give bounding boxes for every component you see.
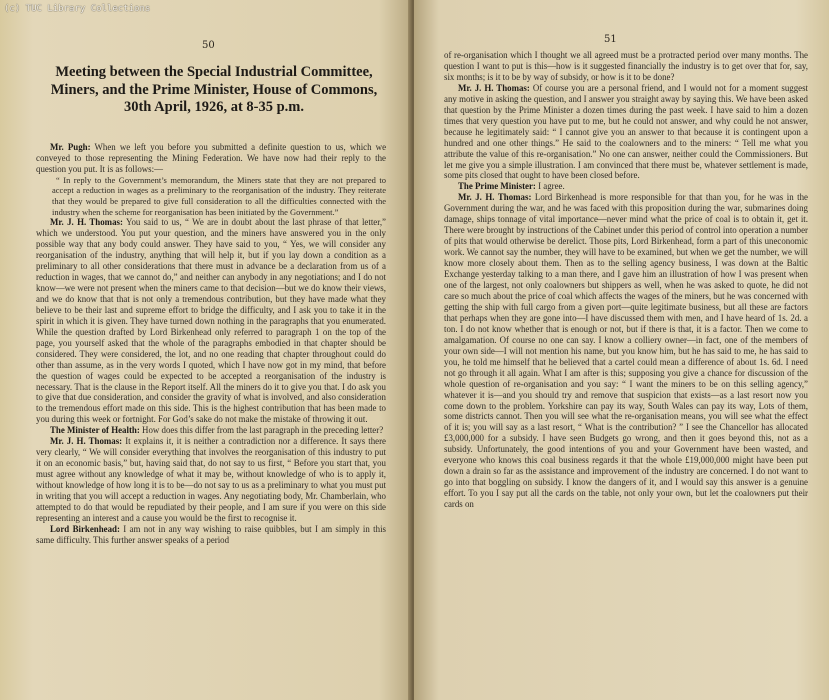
paragraph [36, 217, 386, 425]
speaker: Mr. J. H. Thomas: [458, 192, 532, 203]
speaker: The Minister of Health: [50, 425, 140, 436]
left-text-column [36, 142, 386, 546]
speech: You said to us, “ We are in doubt about the last phrase of that letter,” which we understood. You put your question, and the miners have answered you in the only possible way that any body could answer. They have said to you, “ Yes, we will consider any reorganisation of the industry, anything that will help it, but if you lay down a condition as a preliminary to all other considerations that there must in advance be a declaration from us of a reduction in wages, that we cannot do,” and neither can anybody in any negotiations; and I do not know—we were not present when the miners came to that decision—but we do know their views, and we do know that that is not only a tremendous contribution, but they have made what they believe to be their last and supreme effort to bridge the difficulty, and I ask you to take it in the spirit in which it is given. They have turned down nothing in the paragraphs that you enumerated. While the question drafted by Lord Birkenhead only referred to paragraph 1 on the top of the page, you yourself asked that the whole of the paragraphs embodied in that chapter should be considered. They were considered, the lot, and no one reading that chapter throughout could do other than assume, as in the very words I quoted, which I have now got in my mind, that before the question of wages could be expected to be accepted a reorganisation of the industry is necessary. That is the clause in the Report itself. All the miners do it to give you that. I do ask you to give that due consideration, and consider the gravity of what is involved, and also consideration to the tremendous effort made on this side. This is the highest contribution that has been made to you during this week or fortnight. For God’s sake do not make the mistake of throwing it out. [36, 217, 386, 425]
paragraph [36, 436, 386, 524]
paragraph [444, 83, 808, 182]
speaker: Mr. Pugh: [50, 142, 91, 152]
speech: of re-organisation which I thought we all agreed must be a protracted period over many months. The question I want to put is this—how is it suggested financially the industry is to get over that for, say, six months; is it to be by way of subsidy, or how is it to be done? [444, 50, 808, 82]
left-page [0, 0, 412, 700]
speech: How does this differ from the last paragraph in the preceding letter? [139, 425, 384, 436]
speech: “ In reply to the Government’s memorandum, the Miners state that they are not prepared to accept a reduction in wages as a preliminary to the reorganisation of the industry. They reiterate that they would be prepared to give full consideration to all the difficulties connected with the industry when the scheme for reorganisation has been initiated by the Government.” [52, 174, 386, 217]
quoted-reply [36, 175, 386, 217]
page-number: 51 [604, 34, 617, 45]
paragraph [36, 142, 386, 175]
document-title: Meeting between the Special Industrial Committee, Miners, and the Prime Minister, House of Commons, 30th April, 1926, at 8-35 p.m. [50, 64, 378, 115]
speaker: Mr. J. H. Thomas: [50, 436, 123, 447]
speech: I agree. [535, 181, 565, 192]
right-text-column [444, 50, 808, 510]
paragraph [444, 50, 808, 83]
speaker: Lord Birkenhead: [50, 523, 120, 534]
copyright-watermark: (c) TUC Library Collections [4, 4, 151, 14]
right-page [414, 0, 829, 700]
page-number: 50 [202, 40, 215, 51]
speaker: Mr. J. H. Thomas: [458, 82, 530, 93]
paragraph [36, 524, 386, 546]
speaker: Mr. J. H. Thomas: [50, 217, 123, 228]
paragraph [444, 192, 808, 510]
speech: Of course you are a personal friend, and I would not for a moment suggest any motive in asking the question, and I answer you straight away by saying this. We have been asked that question by the Prime Minister a dozen times during the past week. I have said to him a dozen times that very question you have put to me, but he could not answer, and why could he not answer, because he legitimately said: “ I cannot give you an answer to that because it is contingent upon a hundred and one other things.” He said to the coalowners and to the miners: “ Tell me what you attribute the value of this re-organisation.” No one can answer, neither could the Commissioners. But let me give you a simple illustration. I am convinced that there must be, whatever settlement is made, some pits closed that ought to have been closed before. [444, 82, 808, 181]
speaker: The Prime Minister: [458, 181, 536, 192]
speech: It explains it, it is neither a contradiction nor a difference. It says there very clearly, “ We will consider everything that involves the reorganisation of this industry to put it on an economic basis,” but, having said that, do not say to us first, “ Before you start that, you must agree without any knowledge of what it may be, without knowledge of who is to apply it, without knowledge of how long it is to be—do not say to us as a preliminary to what you must put in writing that you will accept a reduction in wages. Any negotiating body, Mr. Chamberlain, who attempted to do that would be repudiated by their people, and I am sure if you were on this side representing an interest and a cause you would be the first to recognise it. [36, 436, 386, 523]
speech: I am not in any way wishing to raise quibbles, but I am simply in this same difficulty. This further answer speaks of a period [36, 523, 386, 545]
speech: When we left you before you submitted a definite question to us, which we conveyed to those representing the Mining Federation. We have now had their reply to the question you put. It is as follows:— [36, 142, 387, 174]
paragraph [444, 181, 808, 192]
speech: Lord Birkenhead is more responsible for that than you, for he was in the Government during the war, and he was faced with this proposition during the war, submarines doing damage, ships tonnage of vital importance—never mind what the price of coal is to obtain it, get it. There were brought by instructions of the Cabinet under this period of control into operation a number of pits that would otherwise be derelict. Those pits, Lord Birkenhead, form a part of this uneconomic work. We cannot say the number, they will have to be examined, but when we get the number, we will know more closely about them. Then as to the selling agency business, I was down at the Baltic Exchange yesterday talking to a man there, and I gave him an illustration of how I was present when one of the largest, not only coalowners but shippers as well, when he was asked to quote, he did not care so much about the price of coal which affects the wages of the miners, but he was concerned with getting the ship with full cargo from a given port—quite legitimate business, but all these are factors that perhaps when they are gone into—I have discussed them with men, and I have heard of 1s. 2d. a ton. I do not know whether that is enough or not, but if there is that, it is a factor. Then we come to amalgamation. Of course no one can say. I know a colliery owner—in fact, one of the members of your own side—I will not mention his name, but you know him, but he has said to me, he has said to you, he told me himself that he believed that a cartel could mean a difference of about 1s. 6d. I need not go through it all again. What I am after is this; supposing you give a chance for discussion of the whole question of re-organisation and you say: “ I want the miners to be on this selling agency,” whatever it is—and you should try and remove that suspicion that exists—as a last resort now you come down to the problem. Yorkshire can pay its way, South Wales can pay its way, Lots of them, some districts cannot. Then you will see what the re-organisation means, you will see what the effect of it is; you will say as a last resort, “ What is the contribution? ” I see the Chancellor has allocated £3,000,000 for a subsidy. I have seen Budgets go wrong, and then it goes beyond this, not as a subsidy. Unfortunately, the good intentions of you and your Government have been wasted, and everyone who knows this coal business regards it that the whole £19,000,000 might have been put down a drain so far as the assistance and improvement of the industry are concerned. I do not want to go into that boggling on subsidy. I know the dangers of it, and I would say this answer is a genuine effort. To you I say put all the cards on the table, not only your own, but let the coalowners put their cards on [444, 192, 809, 510]
paragraph [36, 425, 386, 436]
